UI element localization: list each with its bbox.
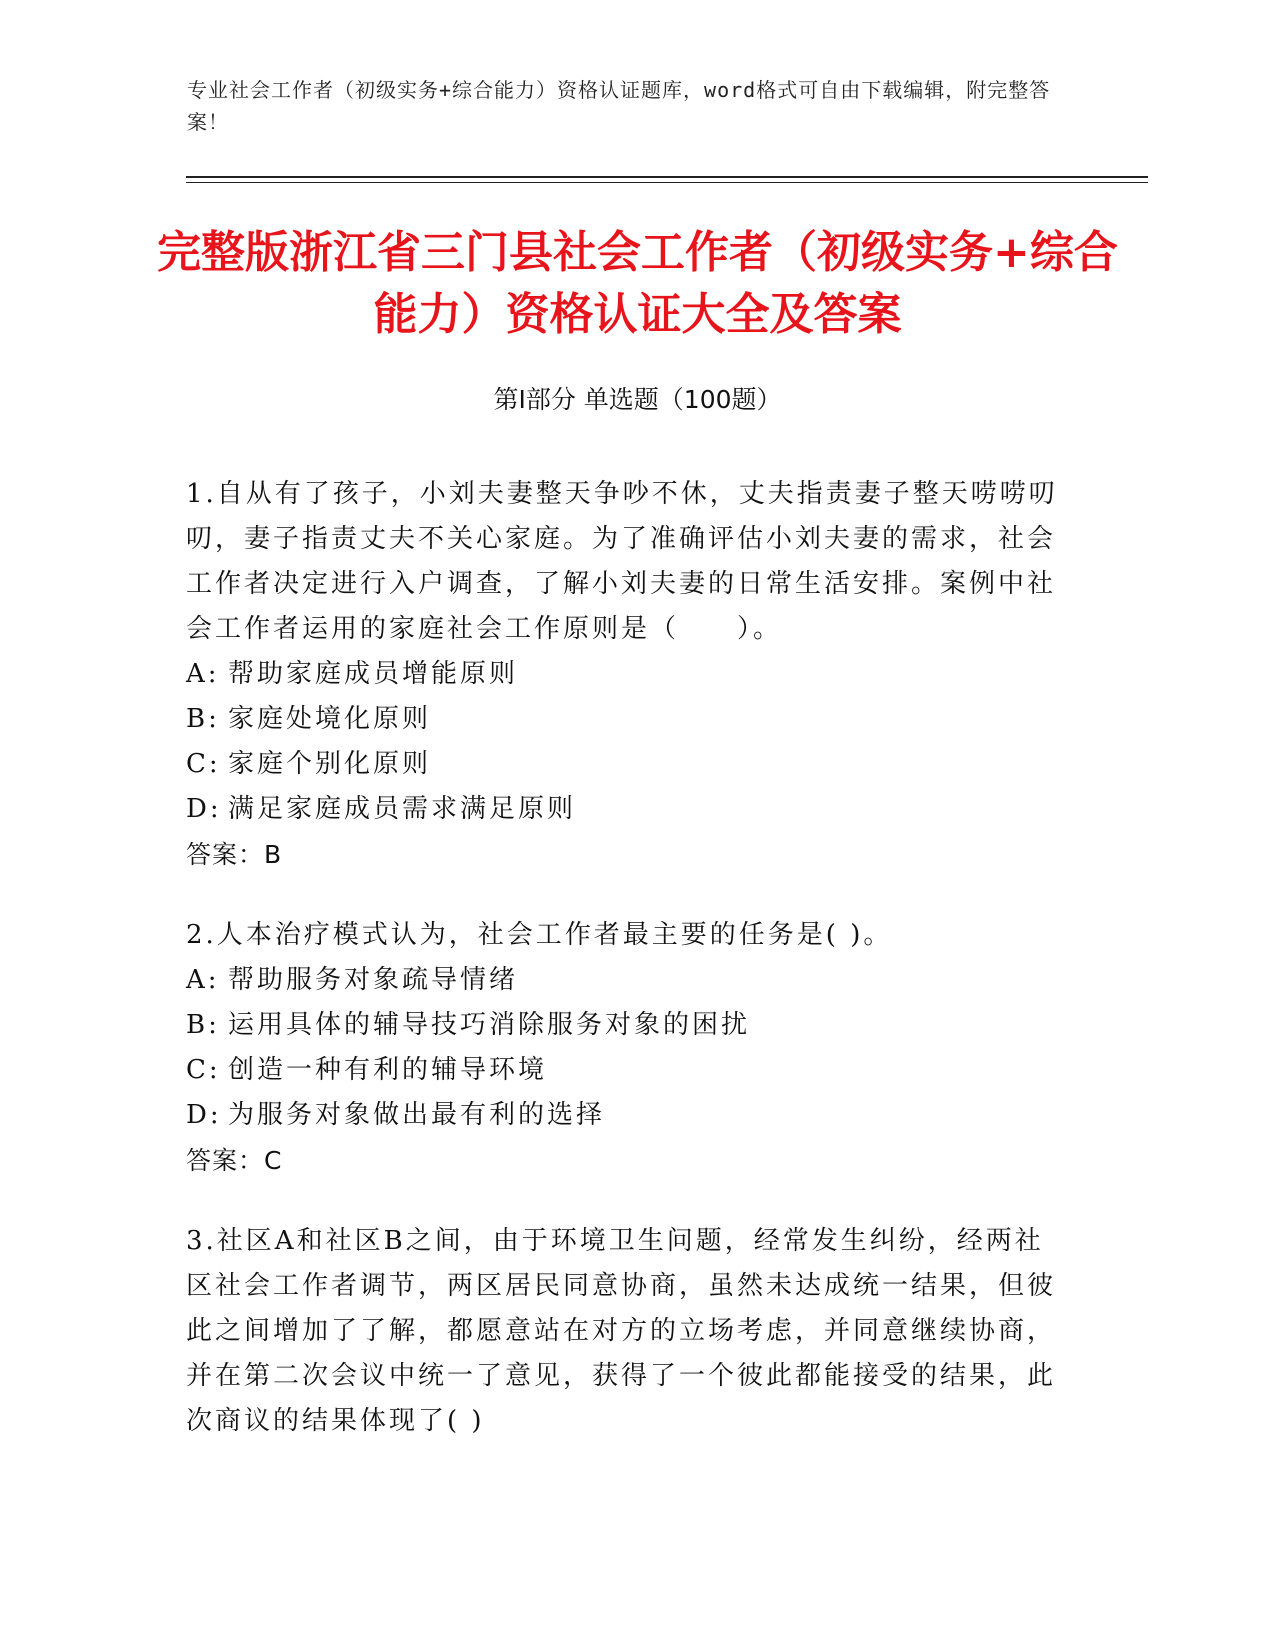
document-title: 完整版浙江省三门县社会工作者（初级实务+综合能力）资格认证大全及答案 xyxy=(157,227,1118,340)
option-text: 创造一种有利的辅导环境 xyxy=(228,1055,548,1085)
option-a xyxy=(186,652,1066,697)
option-key: D: xyxy=(186,794,222,824)
option-text: 帮助家庭成员增能原则 xyxy=(228,659,519,689)
section-title: 第Ⅰ部分 单选题（100题） xyxy=(493,385,782,414)
option-d xyxy=(186,787,1066,832)
option-key: A: xyxy=(186,659,220,689)
option-text: 帮助服务对象疏导情绪 xyxy=(228,965,519,995)
option-c xyxy=(186,742,1066,787)
header-divider-thin xyxy=(186,182,1148,183)
answer: 答案：C xyxy=(186,1146,283,1175)
option-a xyxy=(186,958,1066,1003)
answer: 答案：B xyxy=(186,840,283,869)
option-text: 满足家庭成员需求满足原则 xyxy=(228,794,577,824)
option-key: C: xyxy=(186,1055,221,1085)
option-key: C: xyxy=(186,749,221,779)
option-text: 家庭个别化原则 xyxy=(228,749,432,779)
option-text: 家庭处境化原则 xyxy=(228,704,432,734)
option-text: 为服务对象做出最有利的选择 xyxy=(228,1100,606,1130)
question-1 xyxy=(186,472,1066,877)
option-d xyxy=(186,1093,1066,1138)
option-text: 运用具体的辅导技巧消除服务对象的困扰 xyxy=(228,1010,751,1040)
option-key: A: xyxy=(186,965,220,995)
option-b xyxy=(186,697,1066,742)
question-3 xyxy=(186,1219,1066,1444)
question-stem: 3.社区A和社区B之间，由于环境卫生问题，经常发生纠纷，经两社区社会工作者调节，两区居民同意协商，虽然未达成统一结果，但彼此之间增加了了解，都愿意站在对方的立场考虑，并同意继续协商，并在第二次会议中统一了意见，获得了一个彼此都能接受的结果，此次商议的结果体现了( ) xyxy=(186,1226,1057,1436)
option-key: D: xyxy=(186,1100,222,1130)
option-key: B: xyxy=(186,704,220,734)
option-key: B: xyxy=(186,1010,220,1040)
question-stem: 2.人本治疗模式认为，社会工作者最主要的任务是( )。 xyxy=(186,920,893,950)
question-2 xyxy=(186,913,1066,1183)
header-note: 专业社会工作者（初级实务+综合能力）资格认证题库，word格式可自由下载编辑，附完整答案！ xyxy=(187,78,1051,134)
header-divider-thick xyxy=(186,176,1148,178)
question-list xyxy=(186,472,1066,1480)
option-b xyxy=(186,1003,1066,1048)
option-c xyxy=(186,1048,1066,1093)
question-stem: 1.自从有了孩子，小刘夫妻整天争吵不休，丈夫指责妻子整天唠唠叨叨，妻子指责丈夫不关心家庭。为了准确评估小刘夫妻的需求，社会工作者决定进行入户调查，了解小刘夫妻的日常生活安排。案例中社会工作者运用的家庭社会工作原则是（ ）。 xyxy=(186,479,1058,644)
